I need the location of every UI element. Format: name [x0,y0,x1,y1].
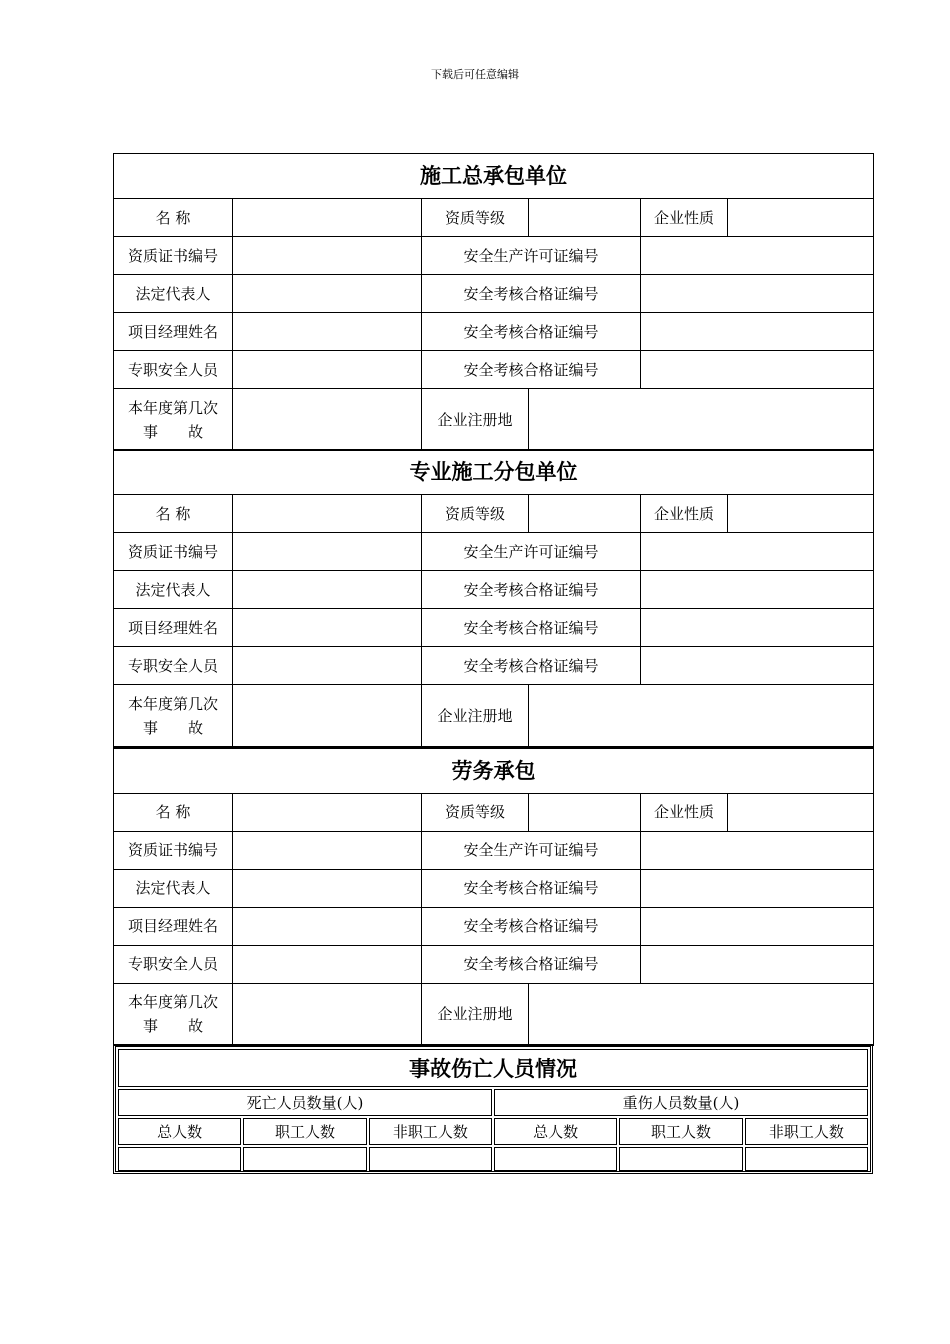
reg-place-field[interactable] [529,685,874,747]
injured-staff-header: 职工人数 [619,1118,742,1145]
section-title: 施工总承包单位 [114,154,874,199]
qual-grade-label: 资质等级 [422,199,529,237]
cert-no-label: 资质证书编号 [114,237,233,275]
qual-grade-label: 资质等级 [422,793,529,831]
name-label: 名 称 [114,495,233,533]
dead-total-input[interactable] [118,1147,241,1171]
dead-total-header: 总人数 [118,1118,241,1145]
reg-place-label: 企业注册地 [422,685,529,747]
injured-staff-input[interactable] [619,1147,742,1171]
safety-staff-field[interactable] [233,647,422,685]
pm-label: 项目经理姓名 [114,313,233,351]
safety-permit-label: 安全生产许可证编号 [422,533,641,571]
injured-nonstaff-input[interactable] [745,1147,868,1171]
legal-rep-assess-field[interactable] [641,571,874,609]
accident-count-field[interactable] [233,685,422,747]
assess-cert-label: 安全考核合格证编号 [422,351,641,389]
assess-cert-label: 安全考核合格证编号 [422,275,641,313]
accident-count-label [114,389,233,451]
accident-count-label-line1: 本年度第几次 [127,993,218,1011]
legal-rep-assess-field[interactable] [641,275,874,313]
section-table [113,747,874,1046]
cert-no-label: 资质证书编号 [114,533,233,571]
name-label: 名 称 [114,199,233,237]
cert-no-label: 资质证书编号 [114,831,233,869]
assess-cert-label: 安全考核合格证编号 [422,869,641,907]
reg-place-label: 企业注册地 [422,389,529,451]
accident-count-label-line2: 事 故 [142,422,203,441]
section-title: 专业施工分包单位 [114,450,874,495]
reg-place-label: 企业注册地 [422,983,529,1045]
assess-cert-label: 安全考核合格证编号 [422,647,641,685]
accident-count-field[interactable] [233,389,422,451]
nature-field[interactable] [728,495,874,533]
injured-count-header: 重伤人员数量(人) [494,1089,868,1116]
legal-rep-field[interactable] [233,275,422,313]
name-field[interactable] [233,199,422,237]
safety-staff-assess-field[interactable] [641,351,874,389]
legal-rep-field[interactable] [233,571,422,609]
qual-grade-field[interactable] [529,199,641,237]
nature-field[interactable] [728,793,874,831]
header-note: 下载后可任意编辑 [431,68,519,81]
injured-nonstaff-header: 非职工人数 [745,1118,868,1145]
pm-field[interactable] [233,907,422,945]
assess-cert-label: 安全考核合格证编号 [422,313,641,351]
injured-total-input[interactable] [494,1147,617,1171]
safety-permit-field[interactable] [641,831,874,869]
qual-grade-field[interactable] [529,793,641,831]
nature-field[interactable] [728,199,874,237]
legal-rep-label: 法定代表人 [114,275,233,313]
name-label: 名 称 [114,793,233,831]
nature-label: 企业性质 [641,793,728,831]
dead-count-header: 死亡人员数量(人) [118,1089,492,1116]
dead-nonstaff-header: 非职工人数 [369,1118,492,1145]
safety-staff-field[interactable] [233,351,422,389]
cert-no-field[interactable] [233,831,422,869]
name-field[interactable] [233,793,422,831]
legal-rep-label: 法定代表人 [114,869,233,907]
legal-rep-field[interactable] [233,869,422,907]
qual-grade-field[interactable] [529,495,641,533]
safety-permit-label: 安全生产许可证编号 [422,831,641,869]
safety-permit-label: 安全生产许可证编号 [422,237,641,275]
pm-assess-field[interactable] [641,609,874,647]
pm-label: 项目经理姓名 [114,907,233,945]
safety-permit-field[interactable] [641,533,874,571]
nature-label: 企业性质 [641,199,728,237]
pm-field[interactable] [233,313,422,351]
name-field[interactable] [233,495,422,533]
reg-place-field[interactable] [529,389,874,451]
reg-place-field[interactable] [529,983,874,1045]
accident-count-field[interactable] [233,983,422,1045]
safety-staff-assess-field[interactable] [641,647,874,685]
cert-no-field[interactable] [233,533,422,571]
safety-staff-assess-field[interactable] [641,945,874,983]
accident-count-label [114,983,233,1045]
pm-assess-field[interactable] [641,907,874,945]
assess-cert-label: 安全考核合格证编号 [422,945,641,983]
safety-permit-field[interactable] [641,237,874,275]
casualty-title: 事故伤亡人员情况 [118,1049,868,1087]
accident-count-label-line2: 事 故 [142,718,203,737]
safety-staff-label: 专职安全人员 [114,945,233,983]
section-title: 劳务承包 [114,748,874,793]
cert-no-field[interactable] [233,237,422,275]
accident-count-label [114,685,233,747]
accident-count-label-line1: 本年度第几次 [127,398,218,417]
section-table [113,449,874,747]
pm-label: 项目经理姓名 [114,609,233,647]
assess-cert-label: 安全考核合格证编号 [422,609,641,647]
safety-staff-label: 专职安全人员 [114,351,233,389]
dead-staff-header: 职工人数 [243,1118,366,1145]
injured-total-header: 总人数 [494,1118,617,1145]
legal-rep-assess-field[interactable] [641,869,874,907]
accident-count-label-line2: 事 故 [142,1017,203,1035]
pm-assess-field[interactable] [641,313,874,351]
qual-grade-label: 资质等级 [422,495,529,533]
casualty-table [113,1044,873,1174]
accident-count-label-line1: 本年度第几次 [127,694,218,713]
nature-label: 企业性质 [641,495,728,533]
dead-nonstaff-input[interactable] [369,1147,492,1171]
pm-field[interactable] [233,609,422,647]
dead-staff-input[interactable] [243,1147,366,1171]
safety-staff-field[interactable] [233,945,422,983]
legal-rep-label: 法定代表人 [114,571,233,609]
assess-cert-label: 安全考核合格证编号 [422,907,641,945]
safety-staff-label: 专职安全人员 [114,647,233,685]
section-table [113,153,874,451]
assess-cert-label: 安全考核合格证编号 [422,571,641,609]
